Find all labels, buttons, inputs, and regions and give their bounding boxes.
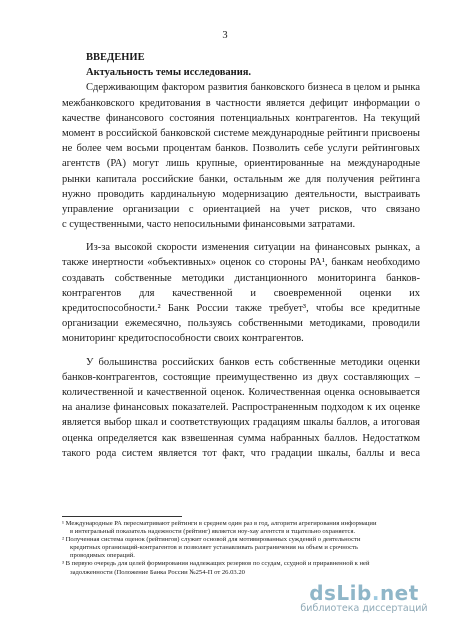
footnote-line: ¹ Международные РА пересматривают рейтинги в среднем один раз в год, алгоритм агрегирования информации — [62, 520, 377, 527]
watermark-subtitle: библиотека диссертаций — [300, 603, 428, 614]
paragraph-line: такого рода систем является тот факт, что градации шкалы, баллы и веса — [62, 447, 420, 459]
paragraph-line: Из-за высокой скорости изменения ситуации на финансовых рынках, а — [86, 242, 420, 254]
footnotes — [62, 520, 420, 577]
footnote-divider — [62, 516, 182, 517]
footnote-line: задолженности (Положение Банка России №254-П от 26.03.20 — [70, 568, 245, 576]
paragraph-line: является выбор шкал и соответствующих градациям шкалы баллов, а итоговая — [62, 417, 420, 429]
footnote-1 — [62, 520, 420, 536]
paragraph-3 — [62, 355, 420, 461]
paragraph-line: не более чем восьми процентам банков. Позволить себе услуги рейтинговых — [62, 143, 420, 155]
footnote-line: в интегральный показатель надежности (рейтинг) является ноу-хау агентств и тщательно охраняется. — [70, 528, 356, 536]
paragraph-line: создавать собственные методики дистанционного мониторинга банков- — [62, 272, 420, 284]
paragraph-line: управление организации с ориентацией на учет рисков, что связано — [62, 203, 420, 215]
paragraph-2 — [62, 240, 420, 346]
paragraph-line: также инертности «объективных» оценок со стороны РА¹, банкам необходимо — [62, 257, 420, 269]
logo-main-text: dsLib — [309, 581, 372, 605]
footnote-line: ² Полученная система оценок (рейтингов) служит основой для мотивированных суждений о деятельности — [62, 536, 361, 544]
page-number: 3 — [222, 30, 228, 41]
paragraph-line: организации ежемесячно, пользуясь собственными методиками, проводили — [62, 318, 420, 330]
paragraph-line: межбанковского кредитования в частности является дефицит информации о — [62, 97, 420, 109]
section-subheading: Актуальность темы исследования. — [86, 67, 252, 79]
footnote-3 — [62, 560, 420, 576]
paragraph-line: количественной и качественной оценок. Количественная оценка основывается — [62, 386, 420, 398]
logo-dot: . — [371, 581, 380, 605]
paragraph-line: качестве финансового состояния потенциальных контрагентов. На текущий — [62, 112, 420, 124]
paragraph-1 — [62, 80, 420, 232]
document-body — [62, 50, 420, 461]
paragraph-line: нужно проводить кардинальную модернизацию деятельности, выстраивать — [62, 188, 420, 200]
dslib-logo — [294, 581, 434, 605]
footnote-2 — [62, 536, 420, 560]
paragraph-line: кредитоспособности.² Банк России также требует³, чтобы все кредитные — [62, 303, 420, 314]
footnote-line: ³ В первую очередь для целей формирования надлежащих резервов по ссудам, ссудной и приравненной к ней — [62, 560, 370, 568]
paragraph-line: контрагентов для качественной и своевременной оценки их — [62, 287, 420, 299]
section-heading: ВВЕДЕНИЕ — [86, 52, 145, 63]
dslib-watermark[interactable] — [294, 581, 434, 614]
paragraph-line: агентств (РА) могут лишь крупные, ориентированные на международные — [62, 158, 420, 170]
footnote-line: кредитных организаций-контрагентов и позволяет устанавливать разграничения на объем и срочность — [70, 544, 358, 552]
logo-tld: net — [379, 581, 419, 605]
paragraph-line: мониторинг кредитоспособности своих контрагентов. — [62, 333, 304, 345]
paragraph-line: Сдерживающим фактором развития банковского бизнеса в целом и рынка — [86, 82, 420, 94]
paragraph-line: на анализе финансовых показателей. Распространенным подходом к их оценке — [62, 402, 420, 414]
paragraph-line: У большинства российских банков есть собственные методики оценки — [86, 356, 420, 368]
footnote-line: проводимых операций. — [70, 552, 135, 560]
paragraph-line: момент в российской банковской системе международные рейтинги присвоены — [62, 127, 420, 139]
paragraph-line: оценка определяется как взвешенная сумма набранных баллов. Недостатком — [62, 432, 420, 444]
paragraph-line: с существенными, часто непосильными финансовыми затратами. — [62, 219, 356, 231]
paragraph-line: банков-контрагентов, состоящие преимущественно из двух составляющих – — [62, 371, 420, 383]
paragraph-line: рынки капитала российские банки, остальным же для получения рейтинга — [62, 173, 420, 185]
